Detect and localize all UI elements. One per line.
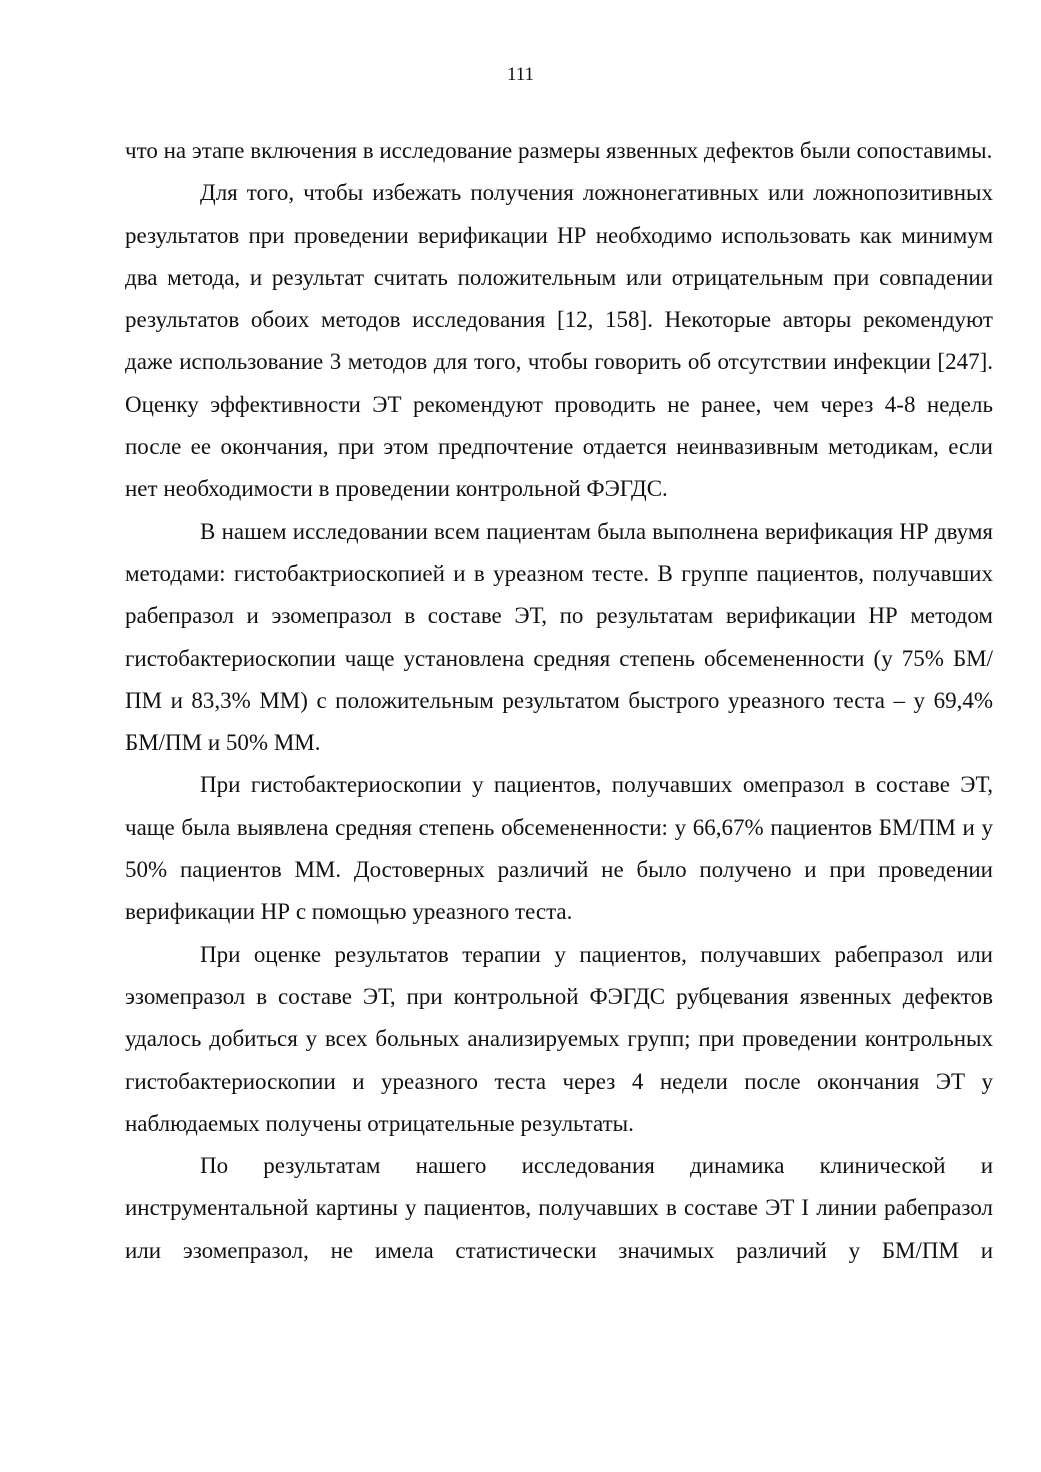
- page-number: 111: [506, 64, 535, 85]
- paragraph-6: По результатам нашего исследования динамика клинической и инструментальной картины у пациентов, получавших в составе ЭТ I линии рабепразол или эзомепразол, не имела статистически значимых различий у БМ/ПМ и: [125, 1153, 993, 1263]
- paragraph-5: При оценке результатов терапии у пациентов, получавших рабепразол или эзомепразол в составе ЭТ, при контрольной ФЭГДС рубцевания язвенных дефектов удалось добиться у всех больных анализируемых групп; при проведении контрольных гистобактериоскопии и уреазного теста через 4 недели после окончания ЭТ у наблюдаемых получены отрицательные результаты.: [125, 941, 993, 1136]
- paragraph-4: При гистобактериоскопии у пациентов, получавших омепразол в составе ЭТ, чаще была выявлена средняя степень обсемененности: у 66,67% пациентов БМ/ПМ и у 50% пациентов ММ. Достоверных различий не было получено и при проведении верификации НР с помощью уреазного теста.: [125, 772, 993, 925]
- paragraph-2: Для того, чтобы избежать получения ложнонегативных или ложнопозитивных результатов при проведении верификации НР необходимо использовать как минимум два метода, и результат считать положительным или отрицательным при совпадении результатов обоих методов исследования [12, 158]. Некоторые авторы рекомендуют даже использование 3 методов для того, чтобы говорить об отсутствии инфекции [247]. Оценку эффективности ЭТ рекомендуют проводить не ранее, чем через 4-8 недель после ее окончания, при этом предпочтение отдается неинвазивным методикам, если нет необходимости в проведении контрольной ФЭГДС.: [125, 180, 993, 502]
- paragraph-1: что на этапе включения в исследование размеры язвенных дефектов были сопоставимы.: [125, 138, 993, 163]
- paragraph-3: В нашем исследовании всем пациентам была выполнена верификация НР двумя методами: гистобактриоскопией и в уреазном тесте. В группе пациентов, получавших рабепразол и эзомепразол в составе ЭТ, по результатам верификации НР методом гистобактериоскопии чаще установлена средняя степень обсемененности (у 75% БМ/ПМ и 83,3% ММ) с положительным результатом быстрого уреазного теста – у 69,4% БМ/ПМ и 50% ММ.: [125, 518, 993, 756]
- body-text: [125, 130, 993, 1272]
